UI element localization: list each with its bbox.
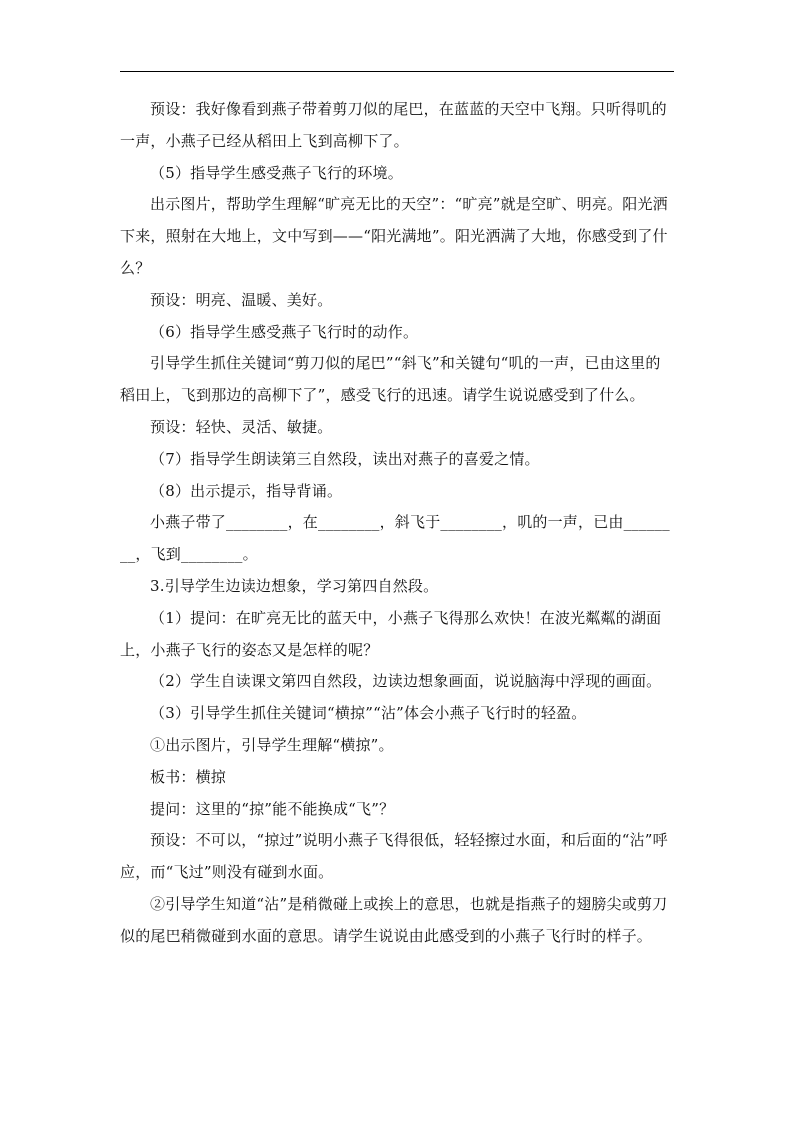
paragraph-item-2: ②引导学生知道“沾”是稍微碰上或挨上的意思，也就是指燕子的翅膀尖或剪刀似的尾巴稍微碰到水面的意思。请学生说说由此感受到的小燕子飞行时的样子。 xyxy=(120,894,668,945)
paragraph-ask: 提问：这里的“掠”能不能换成“飞”？ xyxy=(150,799,395,818)
paragraph-step-8: （8）出示提示，指导背诵。 xyxy=(150,481,343,500)
paragraph-preset-4: 预设：不可以，“掠过”说明小燕子飞得很低，轻轻擦过水面，和后面的“沾”呼应，而“飞过”则没有碰到水面。 xyxy=(120,831,668,882)
paragraph-section-3: 3.引导学生边读边想象，学习第四自然段。 xyxy=(150,576,439,595)
paragraph-fill-blank: 小燕子带了________，在________，斜飞于________，叽的一声，已由________，飞到________。 xyxy=(120,513,670,564)
header-rule xyxy=(120,71,674,72)
paragraph-step-7: （7）指导学生朗读第三自然段，读出对燕子的喜爱之情。 xyxy=(150,449,540,468)
document-body xyxy=(120,94,674,953)
paragraph-question-2: （2）学生自读课文第四自然段，边读边想象画面，说说脑海中浮现的画面。 xyxy=(150,672,662,691)
paragraph-environment: 出示图片，帮助学生理解“旷亮无比的天空”：“旷亮”就是空旷、明亮。阳光洒下来，照射在大地上，文中写到——“阳光满地”。阳光洒满了大地，你感受到了什么？ xyxy=(120,195,668,277)
paragraph-actions: 引导学生抓住关键词“剪刀似的尾巴”“斜飞”和关键句“叽的一声，已由这里的稻田上，飞到那边的高柳下了”，感受飞行的迅速。请学生说说感受到了什么。 xyxy=(120,354,661,405)
paragraph-preset-3: 预设：轻快、灵活、敏捷。 xyxy=(150,417,333,436)
paragraph-step-6: （6）指导学生感受燕子飞行时的动作。 xyxy=(150,322,419,341)
paragraph-item-1: ①出示图片，引导学生理解“横掠”。 xyxy=(150,735,394,754)
paragraph-blackboard: 板书：横掠 xyxy=(150,767,227,786)
paragraph-preset-1: 预设：我好像看到燕子带着剪刀似的尾巴，在蓝蓝的天空中飞翔。只听得叽的一声，小燕子已经从稻田上飞到高柳下了。 xyxy=(120,100,667,150)
paragraph-step-5: （5）指导学生感受燕子飞行的环境。 xyxy=(150,163,403,182)
paragraph-question-3: （3）引导学生抓住关键词“横掠”“沾”体会小燕子飞行时的轻盈。 xyxy=(150,704,587,723)
paragraph-preset-2: 预设：明亮、温暖、美好。 xyxy=(150,290,333,309)
paragraph-question-1: （1）提问：在旷亮无比的蓝天中，小燕子飞得那么欢快！在波光粼粼的湖面上，小燕子飞行的姿态又是怎样的呢？ xyxy=(120,608,662,659)
